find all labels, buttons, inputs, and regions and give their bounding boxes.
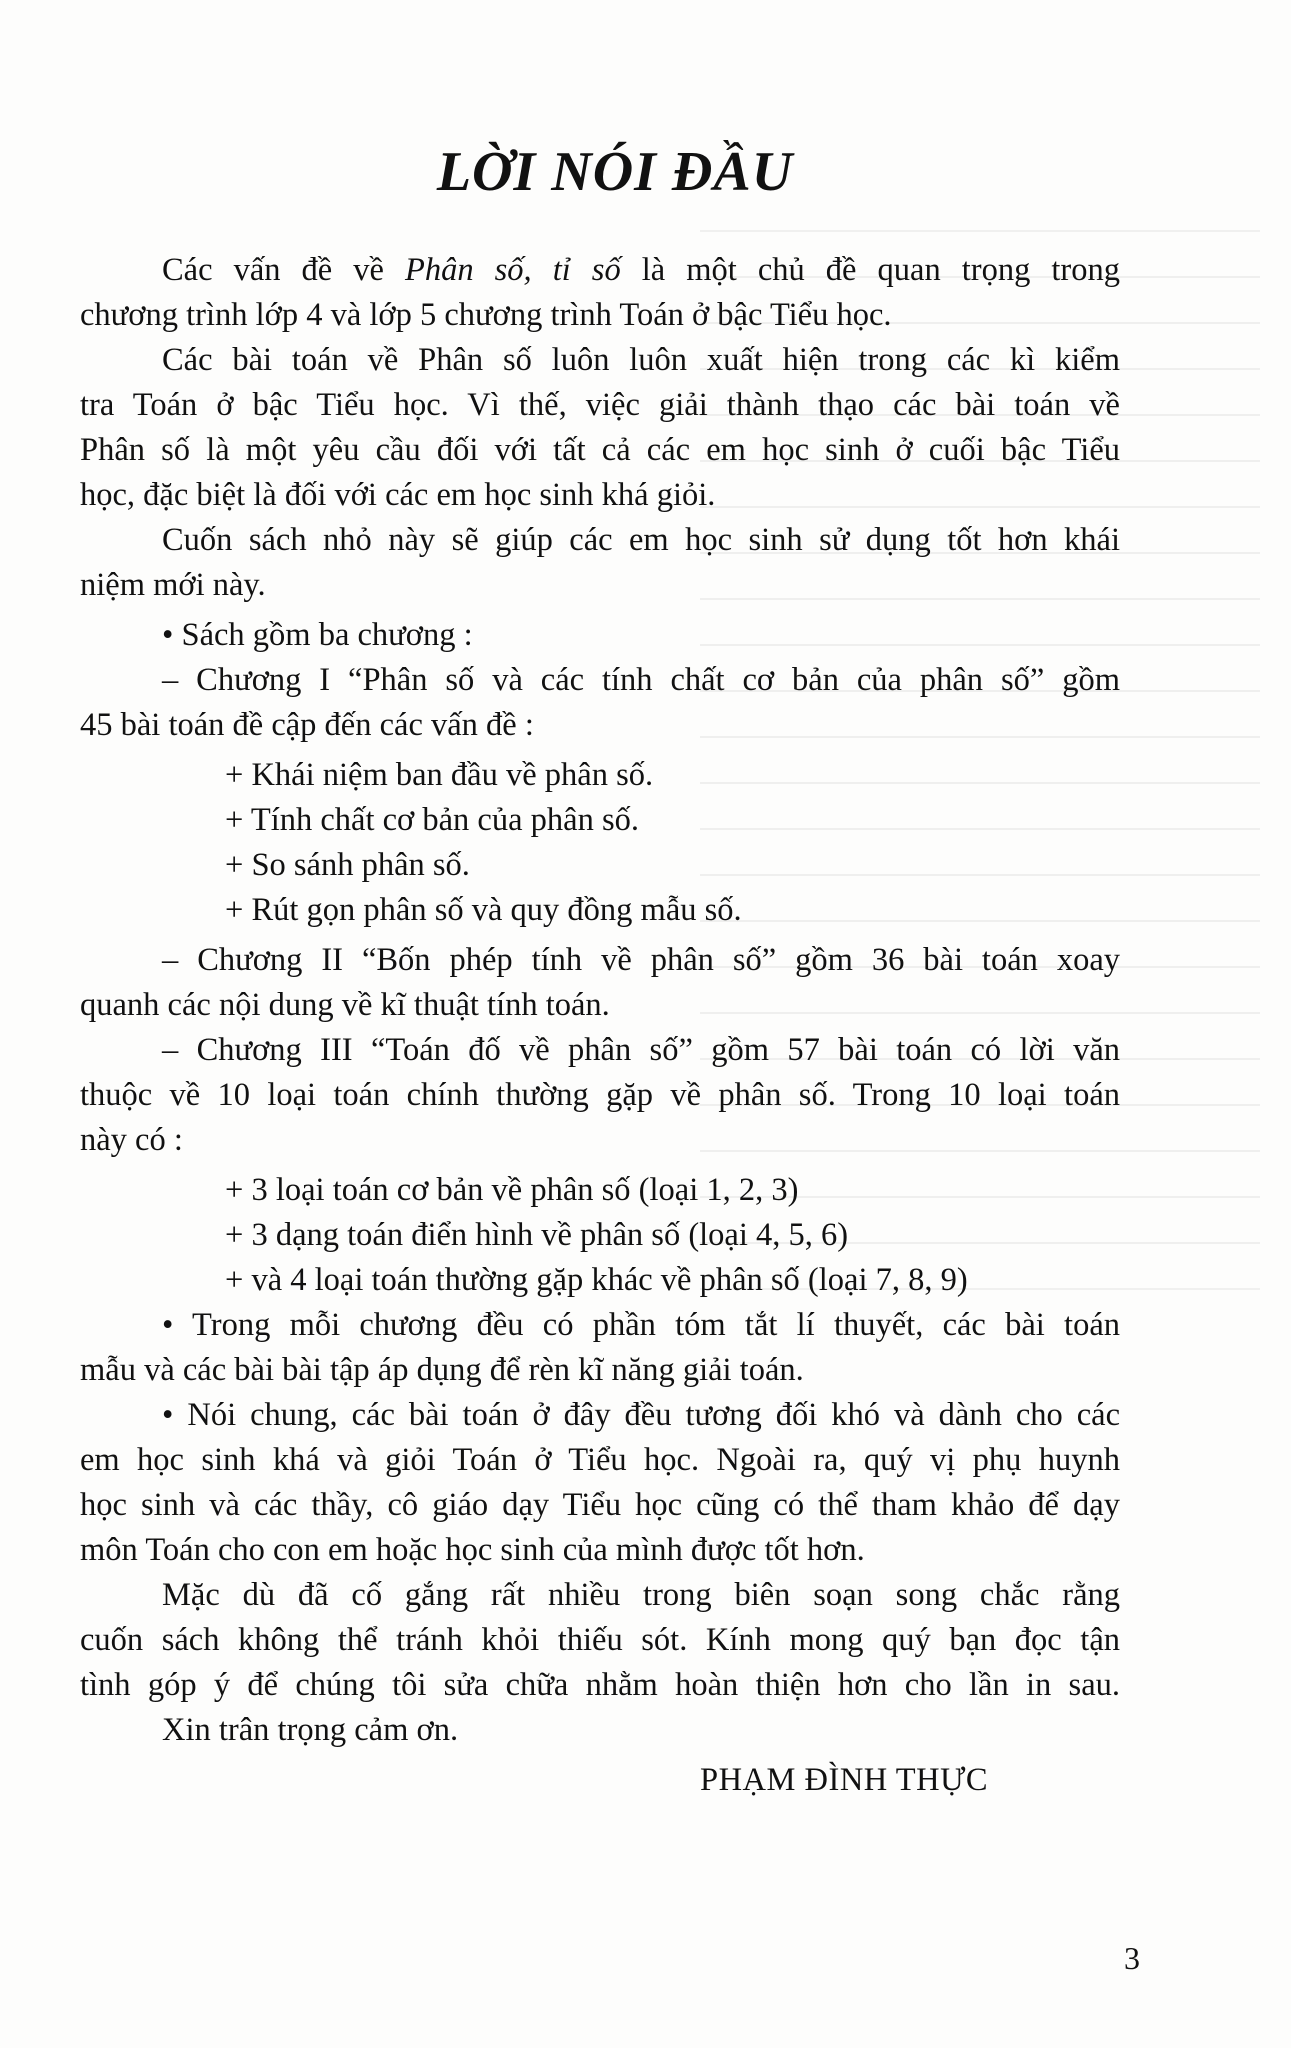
text-run: + Rút gọn phân số và quy đồng mẫu số. bbox=[225, 892, 742, 928]
text-line bbox=[80, 1440, 1120, 1480]
page-title: LỜI NÓI ĐẦU bbox=[436, 141, 794, 203]
text-run: chương trình lớp 4 và lớp 5 chương trình Toán ở bậc Tiểu học. bbox=[80, 297, 892, 333]
text-run: • Nói chung, các bài toán ở đây đều tương đối khó và dành cho các bbox=[162, 1397, 1120, 1433]
text-run: • Trong mỗi chương đều có phần tóm tắt lí thuyết, các bài toán bbox=[162, 1307, 1120, 1343]
text-run: Cuốn sách nhỏ này sẽ giúp các em học sinh sử dụng tốt hơn khái bbox=[162, 522, 1120, 558]
text-line bbox=[225, 755, 653, 795]
text-line bbox=[80, 1350, 804, 1390]
text-run: – Chương I “Phân số và các tính chất cơ bản của phân số” gồm bbox=[162, 662, 1120, 698]
text-run: là một chủ đề quan trọng trong bbox=[620, 252, 1120, 288]
text-run: – Chương II “Bốn phép tính về phân số” gồm 36 bài toán xoay bbox=[162, 942, 1120, 978]
text-line bbox=[80, 1075, 1120, 1115]
text-run: + 3 loại toán cơ bản về phân số (loại 1, 2, 3) bbox=[225, 1172, 799, 1208]
author-signature: PHẠM ĐÌNH THỰC bbox=[700, 1762, 989, 1798]
text-run: Mặc dù đã cố gắng rất nhiều trong biên soạn song chắc rằng bbox=[162, 1577, 1120, 1613]
text-run: em học sinh khá và giỏi Toán ở Tiểu học. Ngoài ra, quý vị phụ huynh bbox=[80, 1442, 1120, 1478]
page-number: 3 bbox=[1124, 1940, 1140, 1976]
text-line bbox=[162, 1305, 1120, 1345]
text-run: niệm mới này. bbox=[80, 567, 266, 603]
text-line bbox=[80, 385, 1120, 425]
text-run: + và 4 loại toán thường gặp khác về phân số (loại 7, 8, 9) bbox=[225, 1262, 968, 1298]
text-run: mẫu và các bài bài tập áp dụng để rèn kĩ năng giải toán. bbox=[80, 1352, 804, 1388]
text-line bbox=[162, 340, 1120, 380]
text-line bbox=[80, 1530, 865, 1570]
text-run: 45 bài toán đề cập đến các vấn đề : bbox=[80, 707, 534, 743]
text-line bbox=[162, 250, 1120, 290]
text-line bbox=[80, 1620, 1120, 1660]
text-run: tra Toán ở bậc Tiểu học. Vì thế, việc giải thành thạo các bài toán về bbox=[80, 387, 1120, 423]
text-run: này có : bbox=[80, 1122, 183, 1158]
text-line bbox=[80, 705, 534, 745]
text-line bbox=[225, 1215, 848, 1255]
text-run: – Chương III “Toán đố về phân số” gồm 57 bài toán có lời văn bbox=[162, 1032, 1120, 1068]
text-line bbox=[80, 565, 266, 605]
text-run: Xin trân trọng cảm ơn. bbox=[162, 1712, 459, 1748]
text-run: học, đặc biệt là đối với các em học sinh khá giỏi. bbox=[80, 477, 716, 513]
text-line bbox=[80, 475, 715, 515]
text-line bbox=[225, 890, 742, 930]
text-run: Phân số là một yêu cầu đối với tất cả các em học sinh ở cuối bậc Tiểu bbox=[80, 432, 1120, 468]
text-run: học sinh và các thầy, cô giáo dạy Tiểu học cũng có thể tham khảo để dạy bbox=[80, 1487, 1120, 1523]
text-run: môn Toán cho con em hoặc học sinh của mình được tốt hơn. bbox=[80, 1532, 865, 1568]
text-line bbox=[162, 615, 473, 655]
text-line bbox=[225, 845, 470, 885]
text-run: Các bài toán về Phân số luôn luôn xuất hiện trong các kì kiểm bbox=[162, 342, 1120, 378]
text-line bbox=[80, 985, 610, 1025]
text-line bbox=[225, 1170, 798, 1210]
text-run: + Tính chất cơ bản của phân số. bbox=[225, 802, 639, 838]
text-line bbox=[225, 1260, 968, 1300]
text-line bbox=[162, 660, 1120, 700]
text-run: + So sánh phân số. bbox=[225, 847, 470, 883]
text-run: quanh các nội dung về kĩ thuật tính toán. bbox=[80, 987, 610, 1023]
text-run: thuộc về 10 loại toán chính thường gặp về phân số. Trong 10 loại toán bbox=[80, 1077, 1120, 1113]
text-line bbox=[162, 940, 1120, 980]
text-line bbox=[162, 1030, 1120, 1070]
italic-phrase: Phân số, tỉ số bbox=[404, 252, 621, 288]
text-run: cuốn sách không thể tránh khỏi thiếu sót. Kính mong quý bạn đọc tận bbox=[80, 1622, 1120, 1658]
text-line bbox=[80, 1665, 1120, 1705]
text-line bbox=[80, 1485, 1120, 1525]
text-run: tình góp ý để chúng tôi sửa chữa nhằm hoàn thiện hơn cho lần in sau. bbox=[80, 1667, 1120, 1703]
text-line bbox=[225, 800, 639, 840]
text-line bbox=[162, 520, 1120, 560]
text-run: • Sách gồm ba chương : bbox=[162, 617, 473, 653]
text-line bbox=[162, 1710, 458, 1750]
text-run: + 3 dạng toán điển hình về phân số (loại 4, 5, 6) bbox=[225, 1217, 849, 1253]
text-line bbox=[162, 1575, 1120, 1615]
text-line bbox=[162, 1395, 1120, 1435]
text-run: + Khái niệm ban đầu về phân số. bbox=[225, 757, 654, 793]
text-line bbox=[80, 295, 892, 335]
text-line bbox=[80, 1120, 183, 1160]
text-run: Các vấn đề về bbox=[162, 252, 405, 288]
text-line bbox=[80, 430, 1120, 470]
